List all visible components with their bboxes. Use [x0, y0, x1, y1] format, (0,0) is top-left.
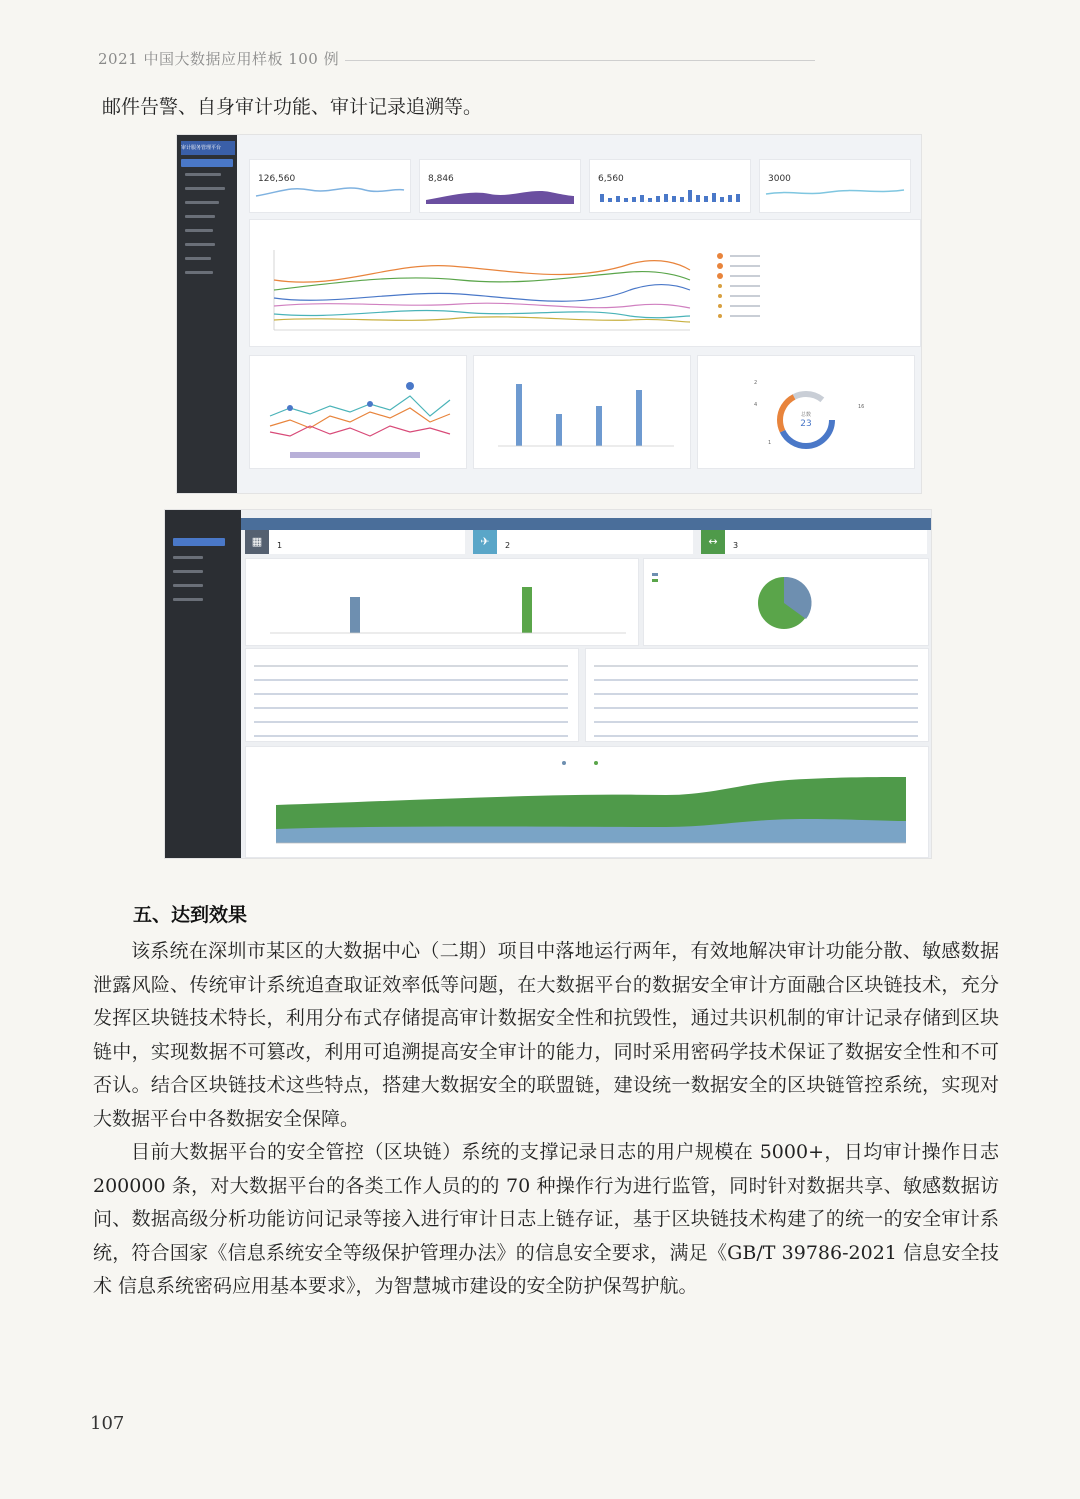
- stat-card: [473, 530, 693, 554]
- stat-value: 2: [505, 541, 511, 550]
- sidebar-item: [185, 201, 219, 204]
- stat-card: [245, 530, 465, 554]
- scatter-line-card: [249, 355, 467, 469]
- stat-value: 1: [277, 541, 283, 550]
- screenshot-header-bar: [241, 518, 931, 530]
- intro-line: 邮件告警、自身审计功能、审计记录追溯等。: [102, 96, 483, 118]
- table-row: [594, 679, 918, 681]
- dashboard-screenshot-1: [176, 134, 922, 494]
- body-paragraph: 该系统在深圳市某区的大数据中心（二期）项目中落地运行两年，有效地解决审计功能分散、敏感数据泄露风险、传统审计系统追查取证效率低等问题，在大数据平台的数据安全审计方面融合区块链技术，充分发挥区块链技术特长，利用分布式存储提高审计数据安全性和抗毁性，通过共识机制的审计记录存储到区块链中，实现数据不可篡改，利用可追溯提高安全审计的能力，同时采用密码学技术保证了数据安全性和不可否认。结合区块链技术这些特点，搭建大数据安全的联盟链，建设统一数据安全的区块链管控系统，实现对大数据平台中各数据安全保障。: [93, 940, 999, 1130]
- vertical-bar-chart: [474, 356, 690, 468]
- running-header: 2021 中国大数据应用样板 100 例: [98, 50, 340, 68]
- kpi-sparkline: [760, 160, 910, 212]
- donut-segment-value: 16: [858, 404, 865, 410]
- donut-segment-value: 2: [754, 380, 758, 386]
- sidebar-item: [185, 215, 215, 218]
- kpi-sparkline: [250, 160, 410, 212]
- trend-chart-card: [249, 219, 921, 347]
- donut-center-label: 总数: [800, 412, 812, 418]
- sidebar-item-active: [181, 159, 233, 167]
- kpi-value: 126,560: [258, 174, 296, 184]
- bar-chart-card: [245, 558, 639, 646]
- page-number: 107: [90, 1413, 125, 1434]
- sidebar-item-active: [173, 538, 225, 546]
- pie-chart: [644, 559, 928, 645]
- table-row: [594, 721, 918, 723]
- sidebar-item: [185, 229, 213, 232]
- table-row: [594, 693, 918, 695]
- donut-chart: [698, 356, 914, 468]
- stacked-area-chart: [246, 747, 928, 857]
- kpi-value: 8,846: [428, 174, 454, 184]
- table-header-row: [254, 665, 568, 667]
- transaction-table-right: [585, 648, 929, 742]
- area-chart-card: [245, 746, 929, 858]
- sidebar-item: [185, 173, 221, 176]
- table-row: [254, 721, 568, 723]
- sidebar-item: [173, 570, 203, 573]
- sidebar-item: [185, 243, 215, 246]
- stat-value: 3: [733, 541, 739, 550]
- exchange-icon: ↔: [701, 530, 725, 554]
- transaction-table-left: [245, 648, 579, 742]
- kpi-card: [249, 159, 411, 213]
- bar-chart-card: [473, 355, 691, 469]
- donut-segment-value: 1: [768, 440, 772, 446]
- sidebar-item: [185, 271, 213, 274]
- sidebar-item: [185, 187, 225, 190]
- kpi-area-chart: [420, 160, 580, 212]
- section-title: 五、达到效果: [133, 904, 248, 926]
- pie-chart-card: [643, 558, 929, 646]
- header-rule: [345, 60, 815, 61]
- table-row: [254, 679, 568, 681]
- kpi-bar-chart: [590, 160, 750, 212]
- screenshot-app-title: 审计服务管理平台: [181, 141, 235, 155]
- table-row: [254, 693, 568, 695]
- sidebar-item: [173, 584, 203, 587]
- dashboard-screenshot-2: [164, 509, 932, 859]
- grid-icon: ▦: [245, 530, 269, 554]
- vertical-bar-chart: [246, 559, 638, 645]
- kpi-card: [419, 159, 581, 213]
- donut-center-value: 23: [800, 419, 812, 429]
- table-row: [254, 707, 568, 709]
- table-row: [594, 735, 918, 737]
- sidebar-item: [185, 257, 211, 260]
- donut-segment-value: 4: [754, 402, 758, 408]
- kpi-value: 6,560: [598, 174, 624, 184]
- table-row: [254, 735, 568, 737]
- multi-series-line-chart: [250, 356, 466, 468]
- kpi-card: [759, 159, 911, 213]
- screenshot-sidebar: [177, 135, 237, 493]
- sidebar-item: [173, 598, 203, 601]
- table-row: [594, 707, 918, 709]
- stat-card: [701, 530, 927, 554]
- donut-chart-card: [697, 355, 915, 469]
- kpi-value: 3000: [768, 174, 791, 184]
- plane-icon: ✈: [473, 530, 497, 554]
- screenshot-sidebar: [165, 510, 241, 858]
- table-header-row: [594, 665, 918, 667]
- sidebar-item: [173, 556, 203, 559]
- kpi-card: [589, 159, 751, 213]
- trend-line-chart: [250, 220, 920, 346]
- body-paragraph: 目前大数据平台的安全管控（区块链）系统的支撑记录日志的用户规模在 5000+，日均审计操作日志 200000 条，对大数据平台的各类工作人员的的 70 种操作行为进行监管，同时针对数据共享、敏感数据访问、数据高级分析功能访问记录等接入进行审计日志上链存证，基于区块链技术构建了的统一的安全审计系统，符合国家《信息系统安全等级保护管理办法》的信息安全要求，满足《GB/T 39786-2021 信息安全技术 信息系统密码应用基本要求》，为智慧城市建设的安全防护保驾护航。: [93, 1141, 999, 1297]
